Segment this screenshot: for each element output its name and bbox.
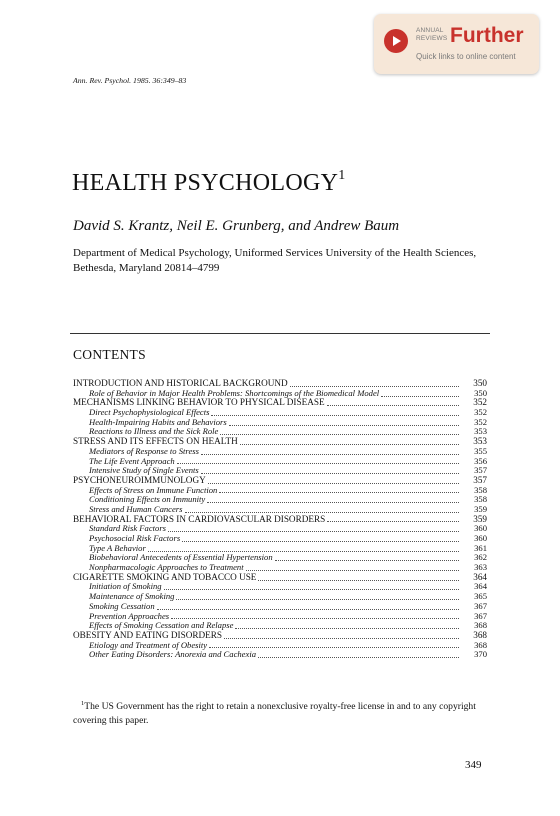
- divider: [70, 333, 490, 334]
- toc-dot-leader: [182, 540, 459, 542]
- footnote-text: The US Government has the right to retain a nonexclusive royalty-free license in and to any copyright covering this paper.: [73, 701, 476, 727]
- toc-entry-page: 358: [474, 494, 487, 505]
- toc-subentry[interactable]: [73, 650, 487, 660]
- page-number: 349: [465, 759, 482, 771]
- toc-entry-page: 364: [473, 571, 487, 582]
- badge-brand-small: [416, 27, 447, 42]
- toc-dot-leader: [220, 433, 459, 435]
- toc-entry-label: Intensive Study of Single Events: [89, 465, 199, 476]
- toc-entry-page: 358: [474, 484, 487, 495]
- toc-dot-leader: [219, 491, 459, 493]
- toc-entry-label: STRESS AND ITS EFFECTS ON HEALTH: [73, 436, 238, 447]
- toc-entry-page: 350: [473, 378, 487, 388]
- toc-entry-label: Effects of Smoking Cessation and Relapse: [89, 620, 234, 631]
- toc-dot-leader: [148, 550, 459, 552]
- toc-dot-leader: [201, 453, 459, 455]
- toc-dot-leader: [224, 637, 459, 639]
- toc-dot-leader: [327, 404, 459, 406]
- footnote: [73, 697, 488, 728]
- toc-entry-page: 353: [473, 436, 487, 447]
- toc-dot-leader: [275, 559, 459, 561]
- toc-entry-label: Other Eating Disorders: Anorexia and Cachexia: [89, 649, 256, 660]
- toc-entry-page: 352: [474, 407, 487, 418]
- badge-subtitle: Quick links to online content: [416, 52, 516, 61]
- toc-entry-label: Etiology and Treatment of Obesity: [89, 639, 208, 650]
- toc-entry-label: Standard Risk Factors: [89, 523, 167, 534]
- toc-entry-page: 365: [474, 591, 487, 602]
- toc-dot-leader: [235, 627, 459, 629]
- further-badge[interactable]: [374, 14, 539, 74]
- toc-entry-label: Effects of Stress on Immune Function: [89, 484, 218, 495]
- authors: David S. Krantz, Neil E. Grunberg, and Andrew Baum: [73, 218, 400, 234]
- contents-heading: CONTENTS: [73, 347, 146, 362]
- annual-reviews-logo-icon: [384, 29, 408, 53]
- toc-dot-leader: [157, 608, 459, 610]
- toc-entry-label: MECHANISMS LINKING BEHAVIOR TO PHYSICAL DISEASE: [73, 397, 325, 408]
- toc-dot-leader: [327, 520, 459, 522]
- toc-entry-page: 360: [474, 523, 487, 534]
- toc-entry-page: 367: [474, 600, 487, 611]
- toc-entry-label: The Life Event Approach: [89, 455, 175, 466]
- toc-dot-leader: [176, 598, 459, 600]
- toc-dot-leader: [209, 646, 459, 648]
- toc-entry-page: 368: [474, 620, 487, 631]
- toc-entry-page: 352: [474, 416, 487, 427]
- page-title: [72, 168, 346, 197]
- toc-entry-label: Initiation of Smoking: [89, 581, 162, 592]
- toc-entry-page: 359: [474, 503, 487, 514]
- toc-entry-page: 357: [473, 474, 487, 485]
- footnote-marker: 1: [81, 700, 85, 707]
- toc-entry-page: 368: [474, 639, 487, 650]
- toc-dot-leader: [246, 569, 459, 571]
- toc-entry-page: 350: [474, 387, 487, 398]
- toc-entry-label: Prevention Approaches: [89, 610, 170, 621]
- toc-entry-page: 364: [474, 581, 487, 592]
- toc-entry-page: 361: [474, 542, 487, 553]
- toc-entry-label: Psychosocial Risk Factors: [89, 533, 181, 543]
- toc-entry-label: Mediators of Response to Stress: [89, 445, 199, 456]
- toc-entry-page: 356: [474, 455, 487, 466]
- toc-entry-page: 355: [474, 445, 487, 456]
- toc-dot-leader: [185, 511, 460, 513]
- toc-entry-label: Maintenance of Smoking: [89, 591, 175, 602]
- toc-dot-leader: [211, 414, 459, 416]
- table-of-contents: [73, 379, 487, 660]
- badge-brand-line2: REVIEWS: [416, 34, 448, 42]
- journal-citation: Ann. Rev. Psychol. 1985. 36:349–83: [73, 76, 187, 85]
- toc-dot-leader: [177, 462, 459, 464]
- title-text: HEALTH PSYCHOLOGY: [72, 170, 339, 196]
- toc-dot-leader: [240, 443, 459, 445]
- toc-entry-label: Reactions to Illness and the Sick Role: [89, 426, 219, 437]
- toc-dot-leader: [229, 424, 459, 426]
- badge-further-label: Further: [450, 24, 524, 47]
- toc-dot-leader: [164, 588, 459, 590]
- toc-entry-page: 367: [474, 610, 487, 621]
- toc-dot-leader: [207, 501, 459, 503]
- toc-entry-label: Nonpharmacologic Approaches to Treatment: [89, 562, 244, 573]
- toc-entry-page: 368: [473, 629, 487, 640]
- toc-dot-leader: [381, 395, 459, 397]
- toc-dot-leader: [201, 472, 459, 474]
- toc-dot-leader: [258, 579, 459, 581]
- toc-entry-label: Direct Psychophysiological Effects: [89, 407, 210, 418]
- toc-entry-page: 360: [474, 533, 487, 543]
- toc-dot-leader: [171, 617, 459, 619]
- toc-entry-label: OBESITY AND EATING DISORDERS: [73, 629, 222, 640]
- title-footnote-marker: 1: [338, 168, 346, 183]
- toc-entry-page: 359: [473, 513, 487, 524]
- toc-entry-page: 352: [473, 397, 487, 408]
- toc-entry-label: Stress and Human Cancers: [89, 503, 183, 514]
- toc-entry-label: Conditioning Effects on Immunity: [89, 494, 206, 505]
- toc-entry-label: Smoking Cessation: [89, 600, 155, 611]
- affiliation: Department of Medical Psychology, Uniformed Services University of the Health Sciences, Bethesda, Maryland 20814–4799: [73, 247, 477, 274]
- toc-entry-page: 357: [474, 465, 487, 476]
- toc-dot-leader: [168, 530, 459, 532]
- toc-entry-label: CIGARETTE SMOKING AND TOBACCO USE: [73, 571, 257, 582]
- toc-entry-label: INTRODUCTION AND HISTORICAL BACKGROUND: [73, 378, 288, 388]
- toc-entry-label: Biobehavioral Antecedents of Essential Hypertension: [89, 552, 273, 563]
- toc-entry-label: PSYCHONEUROIMMUNOLOGY: [73, 474, 206, 485]
- toc-entry-page: 362: [474, 552, 487, 563]
- toc-entry-page: 363: [474, 562, 487, 573]
- toc-entry-label: Type A Behavior: [89, 542, 146, 553]
- toc-entry-page: 353: [474, 426, 487, 437]
- toc-dot-leader: [290, 385, 459, 387]
- toc-entry-page: 370: [474, 649, 487, 660]
- badge-brand-line1: ANNUAL: [416, 27, 444, 34]
- toc-entry-label: BEHAVIORAL FACTORS IN CARDIOVASCULAR DISORDERS: [73, 513, 326, 524]
- toc-dot-leader: [258, 656, 459, 658]
- toc-entry-label: Role of Behavior in Major Health Problems: Shortcomings of the Biomedical Model: [89, 387, 380, 398]
- toc-entry-label: Health-Impairing Habits and Behaviors: [89, 416, 227, 427]
- toc-dot-leader: [208, 482, 459, 484]
